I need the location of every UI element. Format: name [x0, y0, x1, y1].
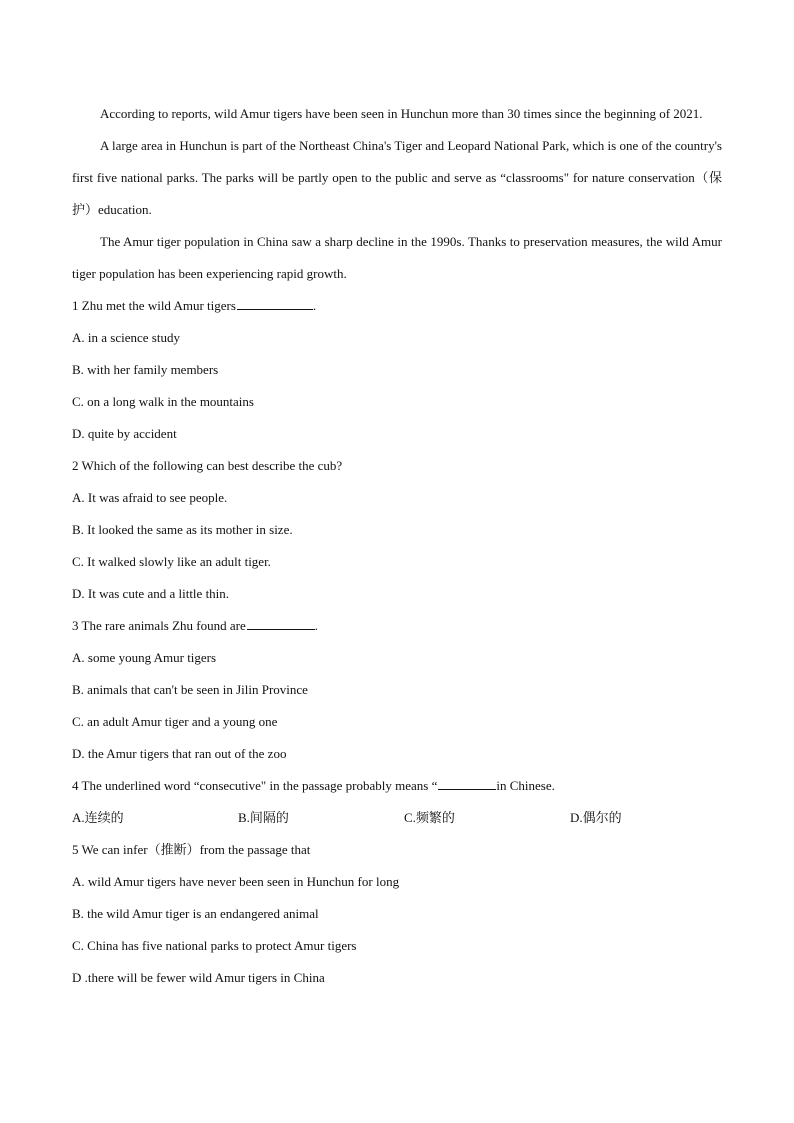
- document-content: [72, 98, 722, 994]
- passage-paragraph-1: According to reports, wild Amur tigers have been seen in Hunchun more than 30 times since the beginning of 2021.: [100, 106, 703, 121]
- question-5-option-a: A. wild Amur tigers have never been seen in Hunchun for long: [72, 874, 400, 889]
- question-3-stem: [72, 610, 722, 642]
- question-1-text-end: .: [312, 298, 317, 313]
- question-4-stem: [72, 770, 722, 802]
- question-5-option-d: D .there will be fewer wild Amur tigers in China: [72, 970, 325, 985]
- question-3-option-a: A. some young Amur tigers: [72, 650, 217, 665]
- question-4-option-a: A.连续的: [72, 810, 124, 825]
- question-5-stem: [72, 834, 722, 866]
- answer-blank: [247, 615, 315, 630]
- question-4-text: 4 The underlined word “consecutive" in the passage probably means “: [72, 778, 438, 793]
- question-2-stem: [72, 450, 722, 482]
- question-1-stem: [72, 290, 722, 322]
- answer-blank: [438, 775, 496, 790]
- question-3-option-b: B. animals that can't be seen in Jilin Province: [72, 682, 308, 697]
- question-1-option-c: C. on a long walk in the mountains: [72, 394, 254, 409]
- question-1-option-d: D. quite by accident: [72, 426, 177, 441]
- question-3-option-c: C. an adult Amur tiger and a young one: [72, 714, 278, 729]
- question-5-option-b: B. the wild Amur tiger is an endangered animal: [72, 906, 319, 921]
- question-3-text-end: .: [314, 618, 318, 633]
- question-4-option-b: B.间隔的: [238, 810, 289, 825]
- question-3-text: 3 The rare animals Zhu found are: [72, 618, 246, 633]
- question-4-text-end: in Chinese.: [496, 778, 555, 793]
- question-1-option-b: B. with her family members: [72, 362, 219, 377]
- question-1-text: 1 Zhu met the wild Amur tigers: [72, 298, 236, 313]
- question-2-option-a: A. It was afraid to see people.: [72, 490, 228, 505]
- question-5-option-c: C. China has five national parks to protect Amur tigers: [72, 938, 357, 953]
- question-4-option-d: D.偶尔的: [570, 810, 622, 825]
- passage-paragraph-3: The Amur tiger population in China saw a sharp decline in the 1990s. Thanks to preservation measures, the wild Amur tiger population has been experiencing rapid growth.: [72, 234, 722, 281]
- question-1-option-a: A. in a science study: [72, 330, 180, 345]
- question-4-option-c: C.频繁的: [404, 810, 455, 825]
- answer-blank: [237, 295, 313, 310]
- question-4-options: [72, 802, 722, 834]
- question-2-option-d: D. It was cute and a little thin.: [72, 586, 230, 601]
- passage-paragraph-2: A large area in Hunchun is part of the Northeast China's Tiger and Leopard National Park, which is one of the country's first five national parks. The parks will be partly open to the public and serve as “classrooms" for nature conservation（保护）education.: [72, 138, 722, 217]
- question-2-text: 2 Which of the following can best describe the cub?: [72, 458, 343, 473]
- question-2-option-b: B. It looked the same as its mother in size.: [72, 522, 293, 537]
- question-3-option-d: D. the Amur tigers that ran out of the zoo: [72, 746, 287, 761]
- question-2-option-c: C. It walked slowly like an adult tiger.: [72, 554, 271, 569]
- question-5-text: 5 We can infer（推断）from the passage that: [72, 842, 311, 857]
